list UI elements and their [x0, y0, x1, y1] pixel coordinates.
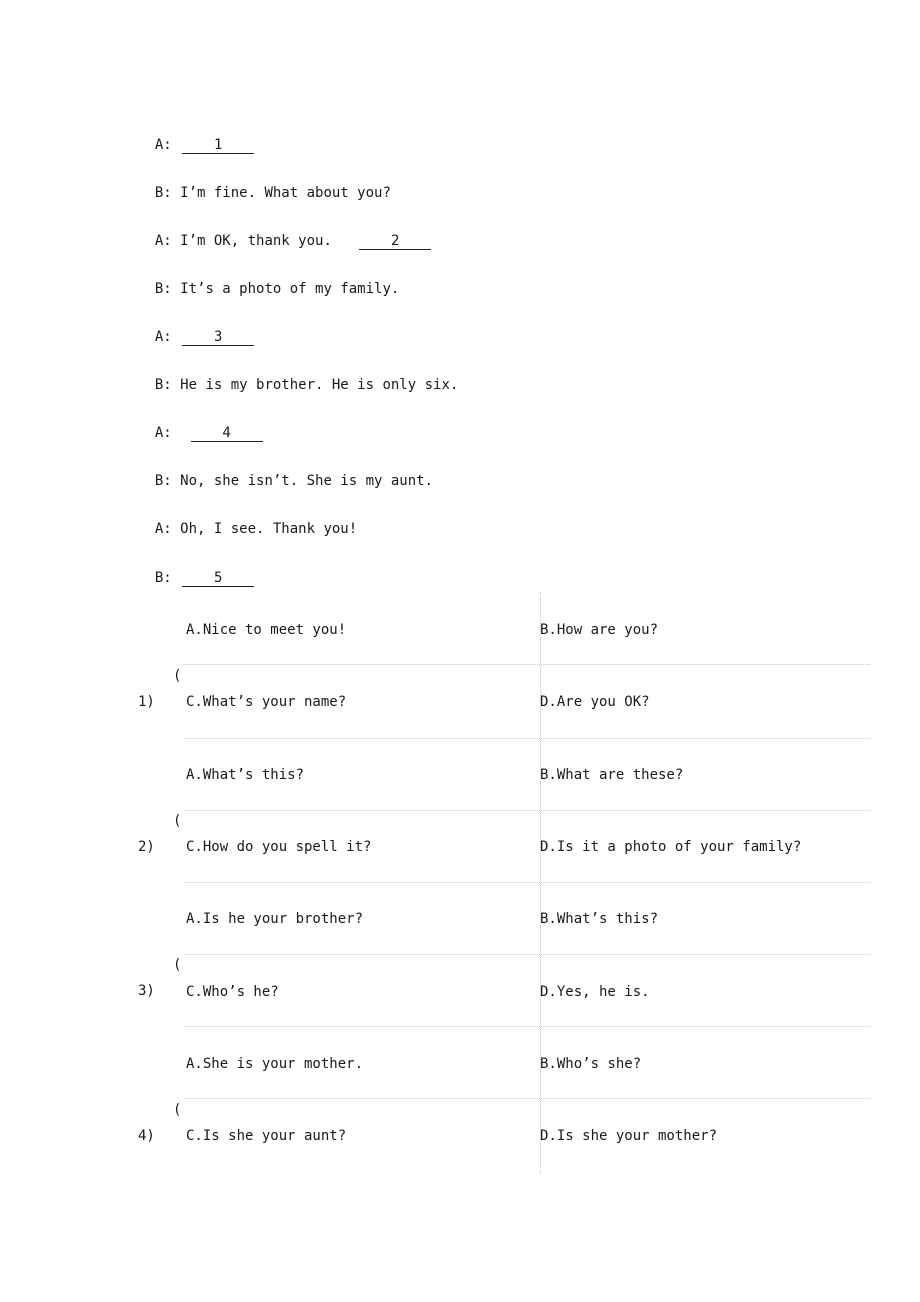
dialogue-line-5: [138, 307, 254, 347]
speaker-label: A:: [154, 329, 172, 345]
question-number: 2): [138, 839, 155, 855]
dialogue-text: Oh, I see. Thank you!: [180, 521, 358, 537]
dialogue-line-10: [138, 548, 254, 588]
option-b[interactable]: B.What are these?: [540, 767, 684, 783]
dialogue-line-3: [138, 211, 431, 251]
question-number: 1): [138, 694, 155, 710]
answer-blank-5[interactable]: 5: [182, 570, 254, 587]
option-a[interactable]: A.She is your mother.: [186, 1056, 364, 1072]
dialogue-text: I’m OK, thank you.: [180, 233, 332, 249]
speaker-label: B:: [154, 281, 172, 297]
option-d[interactable]: D.Is it a photo of your family?: [540, 839, 802, 855]
speaker-label: B:: [154, 185, 172, 201]
speaker-label: A:: [154, 425, 172, 441]
option-d[interactable]: D.Are you OK?: [540, 694, 650, 710]
row-divider: [185, 664, 870, 665]
row-divider: [185, 1026, 870, 1027]
option-b[interactable]: B.How are you?: [540, 622, 659, 638]
speaker-label: B:: [154, 570, 172, 586]
option-a[interactable]: A.Is he your brother?: [186, 911, 364, 927]
row-divider: [185, 954, 870, 955]
speaker-label: B:: [154, 377, 172, 393]
answer-paren[interactable]: (: [173, 813, 182, 829]
option-d[interactable]: D.Yes, he is.: [540, 984, 650, 1000]
dialogue-line-1: [138, 115, 254, 155]
option-c[interactable]: C.Who’s he?: [186, 984, 279, 1000]
speaker-label: A:: [154, 137, 172, 153]
question-number: 3): [138, 983, 155, 999]
option-b[interactable]: B.What’s this?: [540, 911, 659, 927]
option-c[interactable]: C.How do you spell it?: [186, 839, 372, 855]
dialogue-line-2: [138, 163, 391, 203]
answer-blank-2[interactable]: 2: [359, 233, 431, 250]
option-c[interactable]: C.Is she your aunt?: [186, 1128, 347, 1144]
answer-blank-3[interactable]: 3: [182, 329, 254, 346]
answer-blank-4[interactable]: 4: [191, 425, 263, 442]
answer-paren[interactable]: (: [173, 668, 182, 684]
option-c[interactable]: C.What’s your name?: [186, 694, 347, 710]
dialogue-text: No, she isn’t. She is my aunt.: [180, 473, 434, 489]
dialogue-line-6: [138, 355, 458, 395]
row-divider: [185, 810, 870, 811]
dialogue-line-8: [138, 451, 433, 491]
answer-blank-1[interactable]: 1: [182, 137, 254, 154]
row-divider: [185, 882, 870, 883]
dialogue-text: It’s a photo of my family.: [180, 281, 400, 297]
speaker-label: B:: [154, 473, 172, 489]
answer-paren[interactable]: (: [173, 957, 182, 973]
answer-paren[interactable]: (: [173, 1102, 182, 1118]
row-divider: [185, 1098, 870, 1099]
option-a[interactable]: A.What’s this?: [186, 767, 305, 783]
dialogue-text: He is my brother. He is only six.: [180, 377, 459, 393]
dialogue-line-4: [138, 259, 399, 299]
dialogue-line-9: [138, 499, 357, 539]
speaker-label: A:: [154, 521, 172, 537]
speaker-label: A:: [154, 233, 172, 249]
option-d[interactable]: D.Is she your mother?: [540, 1128, 718, 1144]
column-divider: [540, 592, 541, 1174]
row-divider: [185, 738, 870, 739]
question-number: 4): [138, 1128, 155, 1144]
dialogue-text: I’m fine. What about you?: [180, 185, 391, 201]
option-b[interactable]: B.Who’s she?: [540, 1056, 642, 1072]
option-a[interactable]: A.Nice to meet you!: [186, 622, 347, 638]
dialogue-line-7: [138, 403, 263, 443]
